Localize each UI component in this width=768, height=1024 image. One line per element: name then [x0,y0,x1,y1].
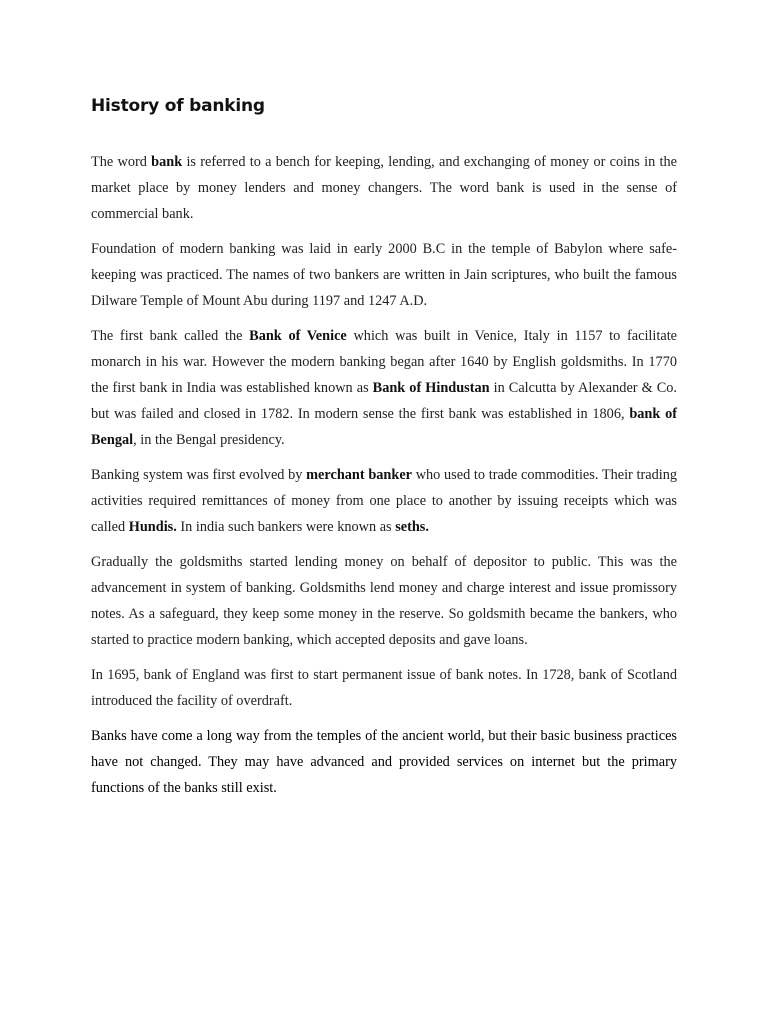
text-run: Foundation of modern banking was laid in early 2000 B.C in the temple of Babylon where safe-keeping was practiced. The names of two bankers are written in Jain scriptures, who built the famous Dilware Temple of Mount Abu during 1197 and 1247 A.D. [91,241,677,309]
bold-term-bank-of-bengal: bank of Bengal [91,406,677,448]
text-run: which was built in Venice, Italy in 1157 to facilitate monarch in his war. However the modern banking began after 1640 by English goldsmiths. In 1770 the first bank in India was established known as [91,328,678,396]
text-run: In 1695, bank of England was first to start permanent issue of bank notes. In 1728, bank of Scotland introduced the facility of overdraft. [91,667,677,709]
bold-term-merchant-banker: merchant banker [306,467,413,483]
document-page [91,92,677,810]
text-run: Gradually the goldsmiths started lending money on behalf of depositor to public. This was the advancement in system of banking. Goldsmiths lend money and charge interest and issue promissory notes. As a safeguard, they keep some money in the reserve. So goldsmith became the bankers, who started to practice modern banking, which accepted deposits and gave loans. [91,554,677,648]
text-run: The first bank called the [91,328,250,344]
text-run: The word [91,154,152,170]
text-run: is referred to a bench for keeping, lending, and exchanging of money or coins in the market place by money lenders and money changers. The word bank is used in the sense of commercial bank. [91,154,677,222]
paragraph-4 [91,462,677,540]
text-run: In india such bankers were known as [176,519,396,535]
text-run: in Calcutta by Alexander & Co. but was failed and closed in 1782. In modern sense the first bank was established in 1806, [91,380,677,422]
paragraph-7 [91,723,677,801]
text-run: , in the Bengal presidency. [133,432,285,448]
text-run: who used to trade commodities. Their trading activities required remittances of money from one place to another by issuing receipts which was called [91,467,677,535]
document-title: History of banking [91,96,265,116]
bold-term-bank-of-hindustan: Bank of Hindustan [372,380,490,396]
paragraph-6 [91,662,677,714]
bold-term-bank: bank [151,154,183,170]
paragraph-5 [91,549,677,653]
bold-term-hundis: Hundis. [128,519,177,535]
bold-term-seths: seths. [395,519,429,535]
bold-term-bank-of-venice: Bank of Venice [249,328,347,344]
paragraph-2 [91,236,677,314]
text-run: Banks have come a long way from the temples of the ancient world, but their basic business practices have not changed. They may have advanced and provided services on internet but the primary functions of the banks still exist. [91,728,677,796]
paragraph-3 [91,323,677,453]
paragraph-1 [91,149,677,227]
text-run: Banking system was first evolved by [91,467,307,483]
